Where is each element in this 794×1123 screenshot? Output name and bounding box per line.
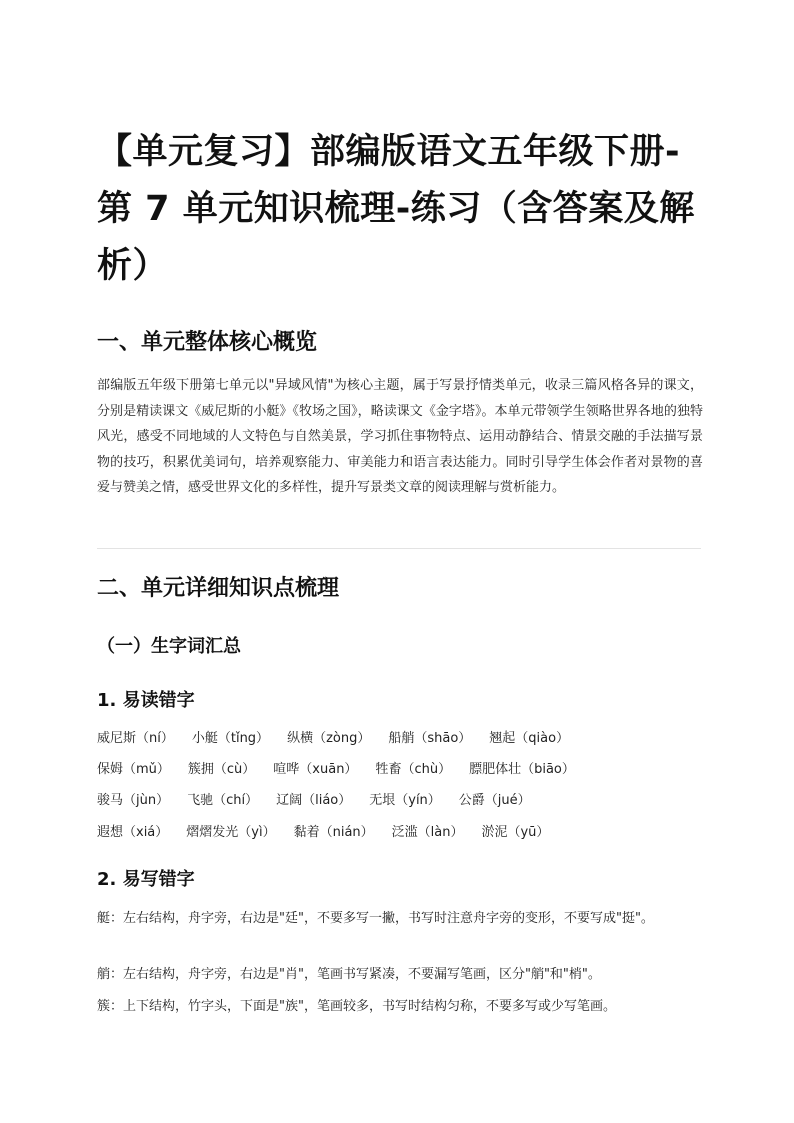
vocab-item: 泛滥（làn）	[391, 825, 464, 840]
subsection-vocabulary-heading: （一）生字词汇总	[97, 636, 241, 657]
vocab-item: 船艄（shāo）	[388, 731, 472, 746]
vocab-item: 保姆（mǔ）	[97, 762, 170, 777]
vocab-item: 纵横（zòng）	[287, 731, 371, 746]
section-1-overview-paragraph: 部编版五年级下册第七单元以"异域风情"为核心主题，属于写景抒情类单元，收录三篇风格各异的课文，分别是精读课文《威尼斯的小艇》《牧场之国》，略读课文《金字塔》。本单元带领学生领略世界各地的独特风光，感受不同地域的人文特色与自然美景，学习抓住事物特点、运用动静结合、情景交融的手法描写景物的技巧，积累优美词句，培养观察能力、审美能力和语言表达能力。同时引导学生体会作者对景物的喜爱与赞美之情，感受世界文化的多样性，提升写景类文章的阅读理解与赏析能力。	[97, 378, 703, 495]
vocab-item: 翘起（qiào）	[489, 731, 570, 746]
writing-note-3: 簇：上下结构，竹字头，下面是"族"，笔画较多，书写时结构匀称，不要多写或少写笔画。	[97, 999, 616, 1014]
vocab-row-1	[97, 728, 703, 750]
vocab-item: 威尼斯（ní）	[97, 731, 174, 746]
vocab-item: 辽阔（liáo）	[276, 793, 352, 808]
vocab-item: 飞驰（chí）	[187, 793, 259, 808]
vocab-item: 小艇（tǐng）	[191, 731, 270, 746]
writing-note-1: 艇：左右结构，舟字旁，右边是"廷"，不要多写一撇，书写时注意舟字旁的变形，不要写成"挺"。	[97, 911, 654, 926]
easy-to-miswrite-heading: 2. 易写错字	[97, 869, 195, 890]
vocab-row-4	[97, 822, 703, 844]
vocab-item: 无垠（yín）	[369, 793, 441, 808]
vocab-item: 簇拥（cù）	[187, 762, 256, 777]
vocab-item: 牲畜（chù）	[375, 762, 452, 777]
easy-to-misread-heading: 1. 易读错字	[97, 690, 195, 711]
section-1-heading: 一、单元整体核心概览	[97, 330, 318, 355]
vocab-item: 骏马（jùn）	[97, 793, 170, 808]
vocab-item: 膘肥体壮（biāo）	[469, 762, 575, 777]
vocab-item: 遐想（xiá）	[97, 825, 169, 840]
vocab-row-3	[97, 790, 703, 812]
vocab-item: 淤泥（yū）	[481, 825, 550, 840]
section-2-heading: 二、单元详细知识点梳理	[97, 576, 340, 601]
document-title: 【单元复习】部编版语文五年级下册-第 7 单元知识梳理-练习（含答案及解析）	[97, 132, 695, 286]
section-divider	[97, 548, 701, 549]
vocab-item: 喧哗（xuān）	[273, 762, 358, 777]
writing-note-2: 艄：左右结构，舟字旁，右边是"肖"，笔画书写紧凑，不要漏写笔画，区分"艄"和"梢"。	[97, 967, 601, 982]
vocab-row-2	[97, 759, 703, 781]
vocab-item: 熠熠发光（yì）	[186, 825, 276, 840]
vocab-item: 公爵（jué）	[458, 793, 531, 808]
vocab-item: 黏着（nián）	[293, 825, 374, 840]
